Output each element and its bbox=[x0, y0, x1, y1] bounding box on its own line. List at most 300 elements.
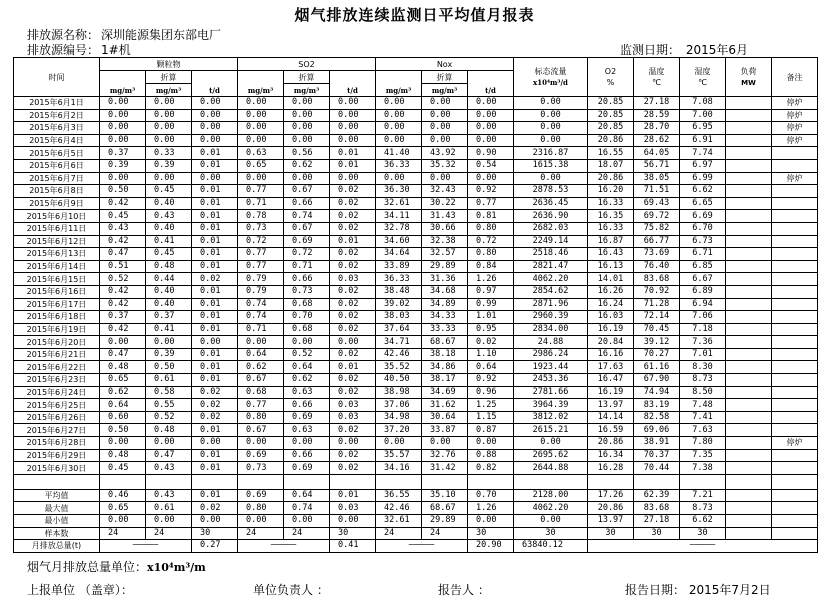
row-cell: 0.00 bbox=[514, 122, 588, 135]
row-cell: 0.00 bbox=[514, 437, 588, 450]
row-cell: 0.00 bbox=[238, 172, 284, 185]
row-cell: 0.00 bbox=[376, 134, 422, 147]
row-cell: 0.00 bbox=[192, 122, 238, 135]
col-time: 时间 bbox=[14, 58, 100, 97]
table-row bbox=[14, 222, 818, 235]
stats-cell: 24 bbox=[376, 527, 422, 540]
row-cell: 34.71 bbox=[376, 336, 422, 349]
row-cell: 0.01 bbox=[192, 147, 238, 160]
row-cell: 6.99 bbox=[680, 172, 726, 185]
stats-cell: 7.21 bbox=[680, 489, 726, 502]
row-cell: 0.00 bbox=[146, 122, 192, 135]
source-id-label: 排放源编号： bbox=[27, 43, 100, 57]
stats-cell: 0.61 bbox=[146, 502, 192, 515]
row-cell: 0.60 bbox=[100, 411, 146, 424]
row-cell: 0.00 bbox=[422, 172, 468, 185]
row-cell: 70.44 bbox=[634, 462, 680, 475]
row-cell: 0.45 bbox=[146, 248, 192, 261]
row-cell: 64.05 bbox=[634, 147, 680, 160]
row-cell: 0.62 bbox=[284, 159, 330, 172]
stats-cell: 24 bbox=[238, 527, 284, 540]
stats-cell: 20.86 bbox=[588, 502, 634, 515]
row-cell: 0.63 bbox=[284, 424, 330, 437]
row-cell: 27.18 bbox=[634, 97, 680, 110]
row-cell: 0.00 bbox=[514, 97, 588, 110]
row-cell: 0.87 bbox=[468, 424, 514, 437]
row-cell: 0.01 bbox=[192, 210, 238, 223]
row-cell: 0.77 bbox=[238, 260, 284, 273]
col-humidity-unit: ℃ bbox=[698, 78, 707, 87]
row-cell bbox=[726, 235, 772, 248]
row-cell: 6.62 bbox=[680, 185, 726, 198]
row-cell: 16.33 bbox=[588, 197, 634, 210]
row-cell bbox=[726, 399, 772, 412]
row-cell: 0.00 bbox=[468, 97, 514, 110]
row-cell: 0.00 bbox=[284, 172, 330, 185]
row-cell: 66.77 bbox=[634, 235, 680, 248]
col-temp bbox=[634, 58, 680, 97]
row-cell: 7.18 bbox=[680, 323, 726, 336]
row-cell: 0.84 bbox=[468, 260, 514, 273]
row-cell: 16.13 bbox=[588, 260, 634, 273]
row-cell: 0.62 bbox=[100, 386, 146, 399]
row-cell: 6.73 bbox=[680, 235, 726, 248]
source-name-label: 排放源名称： bbox=[27, 28, 100, 42]
row-cell: 0.01 bbox=[192, 449, 238, 462]
row-date: 2015年6月12日 bbox=[14, 235, 100, 248]
row-cell: 0.72 bbox=[468, 235, 514, 248]
table-row bbox=[14, 235, 818, 248]
monthly-total-section bbox=[14, 540, 818, 553]
row-cell: 16.47 bbox=[588, 374, 634, 387]
table-row bbox=[14, 311, 818, 324]
stats-cell: 30 bbox=[514, 527, 588, 540]
stats-cell bbox=[726, 527, 772, 540]
row-cell: 0.00 bbox=[192, 172, 238, 185]
row-cell: 0.80 bbox=[468, 222, 514, 235]
row-remark bbox=[772, 147, 818, 160]
source-name-value: 深圳能源集团东部电厂 bbox=[101, 28, 222, 42]
row-cell: 2316.87 bbox=[514, 147, 588, 160]
row-cell: 0.42 bbox=[100, 298, 146, 311]
stats-label: 平均值 bbox=[14, 489, 100, 502]
row-cell: 0.02 bbox=[330, 298, 376, 311]
row-date: 2015年6月14日 bbox=[14, 260, 100, 273]
row-cell: 0.79 bbox=[238, 273, 284, 286]
stats-cell: 13.97 bbox=[588, 515, 634, 528]
row-cell: 0.01 bbox=[192, 374, 238, 387]
row-cell bbox=[726, 147, 772, 160]
row-cell: 0.48 bbox=[100, 361, 146, 374]
monitor-date-value: 2015年6月 bbox=[685, 43, 749, 57]
row-cell: 0.01 bbox=[330, 361, 376, 374]
row-cell bbox=[726, 210, 772, 223]
stats-label: 最小值 bbox=[14, 515, 100, 528]
row-cell: 0.02 bbox=[192, 386, 238, 399]
stats-cell bbox=[772, 502, 818, 515]
row-cell: 1.25 bbox=[468, 399, 514, 412]
row-cell: 0.00 bbox=[192, 437, 238, 450]
row-cell: 31.43 bbox=[422, 210, 468, 223]
row-date: 2015年6月25日 bbox=[14, 399, 100, 412]
row-cell: 0.02 bbox=[330, 311, 376, 324]
row-cell: 2781.66 bbox=[514, 386, 588, 399]
row-cell: 0.01 bbox=[192, 260, 238, 273]
row-cell: 0.65 bbox=[100, 374, 146, 387]
row-cell: 0.69 bbox=[238, 449, 284, 462]
stats-cell: 0.00 bbox=[284, 515, 330, 528]
row-remark bbox=[772, 399, 818, 412]
row-cell: 0.01 bbox=[192, 185, 238, 198]
row-cell: 7.80 bbox=[680, 437, 726, 450]
row-cell: 0.71 bbox=[238, 323, 284, 336]
row-remark bbox=[772, 323, 818, 336]
table-row bbox=[14, 462, 818, 475]
row-cell: 6.71 bbox=[680, 248, 726, 261]
row-cell: 7.08 bbox=[680, 97, 726, 110]
col-temp-unit: ℃ bbox=[652, 78, 661, 87]
row-cell: 34.68 bbox=[422, 285, 468, 298]
row-cell: 0.40 bbox=[146, 222, 192, 235]
stats-row bbox=[14, 527, 818, 540]
row-cell: 0.01 bbox=[192, 285, 238, 298]
table-row bbox=[14, 449, 818, 462]
so2-total-dash: ————— bbox=[238, 540, 330, 553]
row-cell: 71.28 bbox=[634, 298, 680, 311]
row-cell: 38.98 bbox=[376, 386, 422, 399]
row-cell: 70.45 bbox=[634, 323, 680, 336]
table-row bbox=[14, 348, 818, 361]
row-cell: 0.00 bbox=[238, 122, 284, 135]
row-cell: 0.03 bbox=[330, 411, 376, 424]
row-cell: 2636.45 bbox=[514, 197, 588, 210]
row-cell: 30.66 bbox=[422, 222, 468, 235]
row-cell: 0.00 bbox=[422, 97, 468, 110]
row-cell: 0.42 bbox=[100, 197, 146, 210]
row-cell: 1615.38 bbox=[514, 159, 588, 172]
row-cell: 34.33 bbox=[422, 311, 468, 324]
source-id bbox=[27, 41, 131, 58]
row-cell: 1923.44 bbox=[514, 361, 588, 374]
row-cell: 38.03 bbox=[376, 311, 422, 324]
row-cell: 0.01 bbox=[192, 298, 238, 311]
row-date: 2015年6月18日 bbox=[14, 311, 100, 324]
row-cell: 43.92 bbox=[422, 147, 468, 160]
flow-unit-note bbox=[27, 558, 206, 575]
report-date-label: 报告日期： bbox=[625, 583, 686, 597]
row-cell: 0.43 bbox=[146, 210, 192, 223]
stats-cell bbox=[772, 489, 818, 502]
table-row bbox=[14, 260, 818, 273]
row-cell: 0.00 bbox=[330, 109, 376, 122]
row-cell: 0.02 bbox=[468, 336, 514, 349]
row-cell: 69.06 bbox=[634, 424, 680, 437]
row-cell: 0.00 bbox=[330, 437, 376, 450]
row-cell: 0.66 bbox=[284, 197, 330, 210]
row-cell: 28.62 bbox=[634, 134, 680, 147]
row-cell: 8.30 bbox=[680, 361, 726, 374]
row-cell: 35.57 bbox=[376, 449, 422, 462]
row-cell: 0.33 bbox=[146, 147, 192, 160]
row-cell: 42.46 bbox=[376, 348, 422, 361]
row-cell: 0.00 bbox=[284, 109, 330, 122]
row-cell: 0.43 bbox=[146, 462, 192, 475]
col-flow-unit: x10⁴m³/d bbox=[533, 78, 568, 87]
row-cell: 38.48 bbox=[376, 285, 422, 298]
stats-cell bbox=[726, 489, 772, 502]
row-cell: 2695.62 bbox=[514, 449, 588, 462]
stats-cell: 30 bbox=[588, 527, 634, 540]
row-cell: 0.50 bbox=[100, 185, 146, 198]
row-cell: 2960.39 bbox=[514, 311, 588, 324]
row-cell: 0.66 bbox=[284, 399, 330, 412]
row-cell bbox=[726, 159, 772, 172]
row-cell: 31.36 bbox=[422, 273, 468, 286]
row-cell: 41.40 bbox=[376, 147, 422, 160]
row-cell: 0.00 bbox=[238, 437, 284, 450]
col-nox-td: t/d bbox=[468, 71, 514, 97]
stats-row bbox=[14, 489, 818, 502]
row-cell: 0.58 bbox=[146, 386, 192, 399]
row-cell: 0.39 bbox=[146, 159, 192, 172]
row-cell: 0.00 bbox=[192, 134, 238, 147]
row-remark: 停炉 bbox=[772, 437, 818, 450]
row-cell: 0.02 bbox=[330, 248, 376, 261]
row-cell: 32.76 bbox=[422, 449, 468, 462]
col-o2-unit: % bbox=[606, 78, 615, 87]
row-cell: 0.82 bbox=[468, 462, 514, 475]
row-cell: 0.00 bbox=[146, 109, 192, 122]
row-cell: 0.92 bbox=[468, 185, 514, 198]
row-cell: 29.89 bbox=[422, 260, 468, 273]
row-cell: 2249.14 bbox=[514, 235, 588, 248]
row-cell: 2878.53 bbox=[514, 185, 588, 198]
row-remark bbox=[772, 348, 818, 361]
row-date: 2015年6月20日 bbox=[14, 336, 100, 349]
row-cell: 35.52 bbox=[376, 361, 422, 374]
table-row bbox=[14, 424, 818, 437]
row-cell: 32.61 bbox=[376, 197, 422, 210]
row-cell: 0.52 bbox=[100, 273, 146, 286]
row-cell: 0.00 bbox=[284, 336, 330, 349]
row-cell: 0.02 bbox=[330, 374, 376, 387]
row-cell bbox=[726, 437, 772, 450]
row-cell: 0.40 bbox=[146, 197, 192, 210]
col-particulate-mg: mg/m³ bbox=[100, 71, 146, 97]
row-cell: 0.37 bbox=[146, 311, 192, 324]
row-cell: 17.63 bbox=[588, 361, 634, 374]
row-remark bbox=[772, 336, 818, 349]
row-cell bbox=[726, 449, 772, 462]
row-cell: 1.15 bbox=[468, 411, 514, 424]
row-cell: 24.88 bbox=[514, 336, 588, 349]
row-cell bbox=[726, 298, 772, 311]
row-cell: 16.28 bbox=[588, 462, 634, 475]
row-cell: 0.99 bbox=[468, 298, 514, 311]
row-cell: 0.00 bbox=[284, 97, 330, 110]
table-row bbox=[14, 248, 818, 261]
row-cell: 0.00 bbox=[146, 172, 192, 185]
row-cell: 0.02 bbox=[330, 449, 376, 462]
row-remark bbox=[772, 361, 818, 374]
row-cell: 33.33 bbox=[422, 323, 468, 336]
row-cell: 0.56 bbox=[284, 147, 330, 160]
row-cell: 2615.21 bbox=[514, 424, 588, 437]
row-cell: 0.01 bbox=[330, 147, 376, 160]
row-date: 2015年6月21日 bbox=[14, 348, 100, 361]
row-cell: 70.37 bbox=[634, 449, 680, 462]
flow-unit-note-label: 烟气月排放总量单位： bbox=[27, 560, 148, 574]
row-cell: 0.66 bbox=[284, 449, 330, 462]
stats-cell: 30 bbox=[680, 527, 726, 540]
header-row-groups bbox=[14, 58, 818, 71]
row-cell: 0.63 bbox=[284, 386, 330, 399]
row-cell: 32.38 bbox=[422, 235, 468, 248]
row-cell: 31.42 bbox=[422, 462, 468, 475]
row-cell: 70.27 bbox=[634, 348, 680, 361]
row-cell: 0.02 bbox=[330, 348, 376, 361]
stats-cell: 27.18 bbox=[634, 515, 680, 528]
stats-cell: 0.64 bbox=[284, 489, 330, 502]
row-cell: 0.02 bbox=[330, 197, 376, 210]
row-cell: 0.52 bbox=[146, 411, 192, 424]
row-cell: 0.64 bbox=[284, 361, 330, 374]
stats-cell: 30 bbox=[468, 527, 514, 540]
table-row bbox=[14, 122, 818, 135]
stats-cell: 68.67 bbox=[422, 502, 468, 515]
row-cell: 16.20 bbox=[588, 185, 634, 198]
row-date: 2015年6月30日 bbox=[14, 462, 100, 475]
table-row bbox=[14, 336, 818, 349]
row-cell: 76.40 bbox=[634, 260, 680, 273]
row-remark: 停炉 bbox=[772, 134, 818, 147]
col-remark: 备注 bbox=[772, 58, 818, 97]
row-cell: 0.00 bbox=[284, 437, 330, 450]
row-cell: 35.32 bbox=[422, 159, 468, 172]
row-cell: 6.89 bbox=[680, 285, 726, 298]
stats-cell: 24 bbox=[100, 527, 146, 540]
row-cell: 0.00 bbox=[468, 134, 514, 147]
row-cell bbox=[726, 97, 772, 110]
row-cell: 28.70 bbox=[634, 122, 680, 135]
row-cell: 0.80 bbox=[238, 411, 284, 424]
row-cell: 16.55 bbox=[588, 147, 634, 160]
row-cell bbox=[726, 386, 772, 399]
flow-total: 63840.12 bbox=[514, 540, 588, 553]
row-cell: 2518.46 bbox=[514, 248, 588, 261]
row-cell: 0.02 bbox=[192, 399, 238, 412]
row-cell: 14.14 bbox=[588, 411, 634, 424]
report-date bbox=[625, 581, 771, 598]
row-date: 2015年6月29日 bbox=[14, 449, 100, 462]
row-cell: 0.69 bbox=[284, 235, 330, 248]
row-remark bbox=[772, 462, 818, 475]
row-cell: 0.02 bbox=[330, 386, 376, 399]
stats-cell: 1.26 bbox=[468, 502, 514, 515]
row-cell: 38.05 bbox=[634, 172, 680, 185]
row-cell: 16.19 bbox=[588, 323, 634, 336]
row-remark: 停炉 bbox=[772, 97, 818, 110]
row-date: 2015年6月17日 bbox=[14, 298, 100, 311]
col-nox-converted-unit: mg/m³ bbox=[422, 84, 468, 97]
row-cell: 6.95 bbox=[680, 122, 726, 135]
row-cell: 0.68 bbox=[238, 386, 284, 399]
row-remark bbox=[772, 311, 818, 324]
row-cell: 0.02 bbox=[330, 285, 376, 298]
row-cell: 0.50 bbox=[146, 361, 192, 374]
row-remark bbox=[772, 235, 818, 248]
row-cell: 0.72 bbox=[284, 248, 330, 261]
row-date: 2015年6月11日 bbox=[14, 222, 100, 235]
source-id-value: 1#机 bbox=[101, 43, 131, 57]
row-cell: 37.06 bbox=[376, 399, 422, 412]
row-cell: 34.16 bbox=[376, 462, 422, 475]
particulate-total-dash: ————— bbox=[100, 540, 192, 553]
stats-cell: 6.62 bbox=[680, 515, 726, 528]
table-row bbox=[14, 134, 818, 147]
row-remark bbox=[772, 285, 818, 298]
row-cell: 0.74 bbox=[238, 311, 284, 324]
row-cell: 73.69 bbox=[634, 248, 680, 261]
row-cell bbox=[726, 462, 772, 475]
row-cell: 6.97 bbox=[680, 159, 726, 172]
row-cell: 0.00 bbox=[330, 172, 376, 185]
row-cell: 0.00 bbox=[238, 109, 284, 122]
row-cell: 2986.24 bbox=[514, 348, 588, 361]
stats-cell: 0.00 bbox=[468, 515, 514, 528]
stats-cell: 30 bbox=[634, 527, 680, 540]
row-cell: 0.00 bbox=[330, 122, 376, 135]
row-cell: 0.66 bbox=[284, 273, 330, 286]
table-row bbox=[14, 399, 818, 412]
row-cell: 7.41 bbox=[680, 411, 726, 424]
row-cell: 0.64 bbox=[100, 399, 146, 412]
stats-cell: 0.70 bbox=[468, 489, 514, 502]
row-cell bbox=[726, 361, 772, 374]
row-cell: 0.00 bbox=[238, 336, 284, 349]
row-cell: 0.03 bbox=[330, 399, 376, 412]
row-cell: 0.45 bbox=[146, 185, 192, 198]
row-cell: 0.73 bbox=[238, 462, 284, 475]
row-cell: 0.68 bbox=[284, 298, 330, 311]
row-cell: 0.01 bbox=[330, 159, 376, 172]
row-cell: 20.84 bbox=[588, 336, 634, 349]
stats-cell: 0.00 bbox=[100, 515, 146, 528]
row-date: 2015年6月2日 bbox=[14, 109, 100, 122]
row-cell: 34.89 bbox=[422, 298, 468, 311]
row-cell: 0.40 bbox=[146, 298, 192, 311]
col-group-so2: SO2 bbox=[238, 58, 376, 71]
row-cell bbox=[726, 134, 772, 147]
monthly-total-row bbox=[14, 540, 818, 553]
stats-cell: 0.00 bbox=[146, 515, 192, 528]
table-row bbox=[14, 361, 818, 374]
col-so2-converted: 折算 bbox=[284, 71, 330, 84]
row-date: 2015年6月27日 bbox=[14, 424, 100, 437]
row-cell: 16.34 bbox=[588, 449, 634, 462]
row-remark bbox=[772, 386, 818, 399]
row-cell: 18.07 bbox=[588, 159, 634, 172]
row-cell: 0.48 bbox=[146, 424, 192, 437]
row-date: 2015年6月9日 bbox=[14, 197, 100, 210]
row-cell bbox=[726, 323, 772, 336]
row-cell: 0.00 bbox=[330, 336, 376, 349]
row-remark bbox=[772, 424, 818, 437]
row-cell: 0.00 bbox=[146, 97, 192, 110]
row-cell: 6.94 bbox=[680, 298, 726, 311]
row-cell: 28.59 bbox=[634, 109, 680, 122]
col-flow-label: 标态流量 bbox=[534, 67, 567, 76]
